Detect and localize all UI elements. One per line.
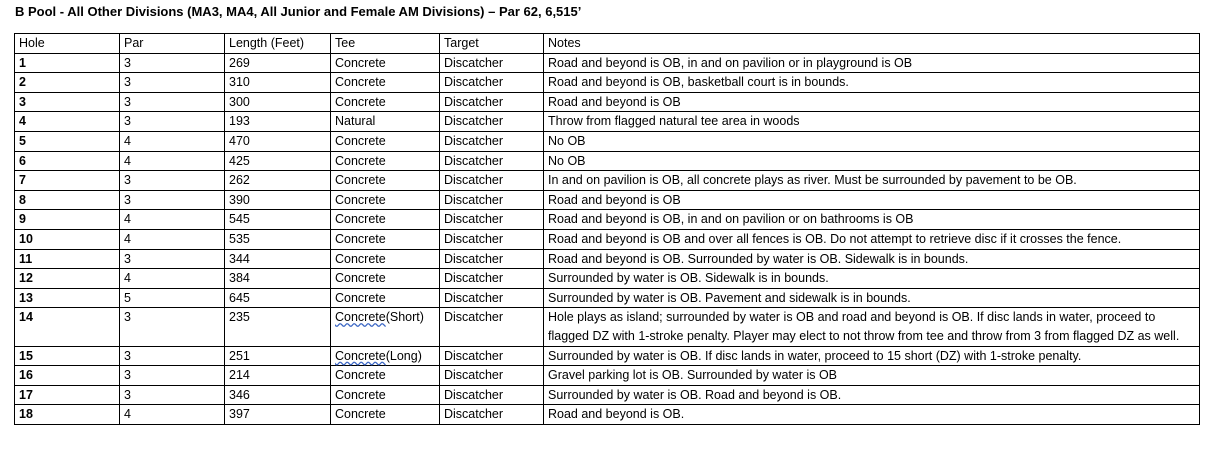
table-row bbox=[15, 92, 1200, 112]
cell-length: 344 bbox=[225, 249, 331, 269]
table-row bbox=[15, 366, 1200, 386]
table-row bbox=[15, 171, 1200, 191]
cell-par: 4 bbox=[120, 229, 225, 249]
cell-tee: Concrete bbox=[331, 249, 440, 269]
cell-length: 545 bbox=[225, 210, 331, 230]
cell-notes: Road and beyond is OB. bbox=[544, 405, 1200, 425]
cell-par: 3 bbox=[120, 92, 225, 112]
cell-par: 3 bbox=[120, 308, 225, 346]
cell-notes: Road and beyond is OB bbox=[544, 92, 1200, 112]
cell-target: Discatcher bbox=[440, 405, 544, 425]
cell-target: Discatcher bbox=[440, 346, 544, 366]
header-hole: Hole bbox=[15, 34, 120, 54]
cell-hole: 3 bbox=[15, 92, 120, 112]
cell-length: 262 bbox=[225, 171, 331, 191]
table-row bbox=[15, 112, 1200, 132]
cell-tee: Concrete bbox=[331, 210, 440, 230]
cell-target: Discatcher bbox=[440, 249, 544, 269]
table-row bbox=[15, 346, 1200, 366]
cell-par: 3 bbox=[120, 190, 225, 210]
cell-notes: Surrounded by water is OB. Road and beyond is OB. bbox=[544, 385, 1200, 405]
header-tee: Tee bbox=[331, 34, 440, 54]
cell-hole: 10 bbox=[15, 229, 120, 249]
cell-length: 193 bbox=[225, 112, 331, 132]
cell-notes: Surrounded by water is OB. If disc lands in water, proceed to 15 short (DZ) with 1-stroke penalty. bbox=[544, 346, 1200, 366]
cell-tee: Concrete bbox=[331, 405, 440, 425]
cell-target: Discatcher bbox=[440, 229, 544, 249]
cell-hole: 7 bbox=[15, 171, 120, 191]
cell-par: 3 bbox=[120, 346, 225, 366]
header-par: Par bbox=[120, 34, 225, 54]
cell-tee: Concrete bbox=[331, 73, 440, 93]
cell-notes: Surrounded by water is OB. Sidewalk is in bounds. bbox=[544, 269, 1200, 289]
cell-target: Discatcher bbox=[440, 92, 544, 112]
cell-par: 3 bbox=[120, 385, 225, 405]
table-row bbox=[15, 308, 1200, 346]
cell-length: 535 bbox=[225, 229, 331, 249]
cell-target: Discatcher bbox=[440, 73, 544, 93]
cell-target: Discatcher bbox=[440, 112, 544, 132]
cell-target: Discatcher bbox=[440, 53, 544, 73]
cell-target: Discatcher bbox=[440, 151, 544, 171]
cell-hole: 9 bbox=[15, 210, 120, 230]
cell-tee: Concrete bbox=[331, 269, 440, 289]
table-row bbox=[15, 53, 1200, 73]
cell-hole: 8 bbox=[15, 190, 120, 210]
cell-hole: 17 bbox=[15, 385, 120, 405]
cell-par: 4 bbox=[120, 210, 225, 230]
cell-length: 310 bbox=[225, 73, 331, 93]
table-row bbox=[15, 131, 1200, 151]
cell-target: Discatcher bbox=[440, 288, 544, 308]
page-title: B Pool - All Other Divisions (MA3, MA4, All Junior and Female AM Divisions) – Par 62, 6,515’ bbox=[15, 4, 582, 19]
table-row bbox=[15, 151, 1200, 171]
cell-tee: Concrete bbox=[331, 288, 440, 308]
cell-target: Discatcher bbox=[440, 210, 544, 230]
cell-length: 384 bbox=[225, 269, 331, 289]
cell-target: Discatcher bbox=[440, 385, 544, 405]
cell-hole: 14 bbox=[15, 308, 120, 346]
cell-length: 645 bbox=[225, 288, 331, 308]
cell-par: 3 bbox=[120, 171, 225, 191]
cell-tee: Concrete bbox=[331, 151, 440, 171]
cell-tee: Concrete bbox=[331, 366, 440, 386]
course-table bbox=[14, 33, 1200, 425]
cell-par: 4 bbox=[120, 405, 225, 425]
cell-tee: Natural bbox=[331, 112, 440, 132]
cell-tee: Concrete bbox=[331, 190, 440, 210]
cell-hole: 1 bbox=[15, 53, 120, 73]
cell-length: 235 bbox=[225, 308, 331, 346]
cell-hole: 18 bbox=[15, 405, 120, 425]
cell-target: Discatcher bbox=[440, 269, 544, 289]
cell-par: 3 bbox=[120, 53, 225, 73]
cell-length: 346 bbox=[225, 385, 331, 405]
header-length: Length (Feet) bbox=[225, 34, 331, 54]
cell-hole: 13 bbox=[15, 288, 120, 308]
cell-tee: Concrete bbox=[331, 53, 440, 73]
cell-length: 397 bbox=[225, 405, 331, 425]
cell-tee: Concrete bbox=[331, 131, 440, 151]
cell-hole: 2 bbox=[15, 73, 120, 93]
cell-notes: Road and beyond is OB, in and on pavilion or in playground is OB bbox=[544, 53, 1200, 73]
cell-hole: 12 bbox=[15, 269, 120, 289]
cell-notes: Throw from flagged natural tee area in woods bbox=[544, 112, 1200, 132]
cell-par: 4 bbox=[120, 269, 225, 289]
cell-length: 214 bbox=[225, 366, 331, 386]
cell-par: 3 bbox=[120, 366, 225, 386]
cell-par: 3 bbox=[120, 249, 225, 269]
cell-target: Discatcher bbox=[440, 171, 544, 191]
cell-notes: No OB bbox=[544, 151, 1200, 171]
table-row bbox=[15, 229, 1200, 249]
tee-variant-text: (Short) bbox=[385, 310, 424, 325]
table-row bbox=[15, 405, 1200, 425]
cell-hole: 16 bbox=[15, 366, 120, 386]
cell-notes: Surrounded by water is OB. Pavement and sidewalk is in bounds. bbox=[544, 288, 1200, 308]
cell-hole: 4 bbox=[15, 112, 120, 132]
cell-notes: No OB bbox=[544, 131, 1200, 151]
cell-par: 3 bbox=[120, 112, 225, 132]
cell-par: 4 bbox=[120, 151, 225, 171]
cell-par: 4 bbox=[120, 131, 225, 151]
cell-length: 425 bbox=[225, 151, 331, 171]
cell-target: Discatcher bbox=[440, 190, 544, 210]
header-notes: Notes bbox=[544, 34, 1200, 54]
table-row bbox=[15, 249, 1200, 269]
cell-tee: Concrete bbox=[331, 385, 440, 405]
cell-par: 5 bbox=[120, 288, 225, 308]
cell-length: 269 bbox=[225, 53, 331, 73]
tee-type-text: Concrete bbox=[335, 348, 386, 363]
table-row bbox=[15, 73, 1200, 93]
cell-par: 3 bbox=[120, 73, 225, 93]
cell-notes: Road and beyond is OB bbox=[544, 190, 1200, 210]
table-row bbox=[15, 210, 1200, 230]
cell-hole: 5 bbox=[15, 131, 120, 151]
cell-tee bbox=[331, 346, 440, 366]
cell-tee: Concrete bbox=[331, 171, 440, 191]
table-row bbox=[15, 269, 1200, 289]
tee-variant-text: (Long) bbox=[385, 348, 422, 363]
cell-target: Discatcher bbox=[440, 308, 544, 346]
cell-notes: In and on pavilion is OB, all concrete plays as river. Must be surrounded by pavement to be OB. bbox=[544, 171, 1200, 191]
cell-target: Discatcher bbox=[440, 366, 544, 386]
header-target: Target bbox=[440, 34, 544, 54]
table-row bbox=[15, 288, 1200, 308]
cell-length: 470 bbox=[225, 131, 331, 151]
table-row bbox=[15, 385, 1200, 405]
cell-notes: Road and beyond is OB, basketball court is in bounds. bbox=[544, 73, 1200, 93]
cell-notes: Road and beyond is OB. Surrounded by water is OB. Sidewalk is in bounds. bbox=[544, 249, 1200, 269]
cell-notes: Road and beyond is OB and over all fences is OB. Do not attempt to retrieve disc if it crosses the fence. bbox=[544, 229, 1200, 249]
cell-hole: 11 bbox=[15, 249, 120, 269]
cell-hole: 15 bbox=[15, 346, 120, 366]
cell-notes: Hole plays as island; surrounded by water is OB and road and beyond is OB. If disc lands in water, proceed to flagged DZ with 1-stroke penalty. Player may elect to not throw from tee and throw from 3 from flagged DZ as well. bbox=[544, 308, 1200, 346]
cell-tee bbox=[331, 308, 440, 346]
cell-notes: Road and beyond is OB, in and on pavilion or on bathrooms is OB bbox=[544, 210, 1200, 230]
cell-tee: Concrete bbox=[331, 229, 440, 249]
tee-type-text: Concrete bbox=[335, 310, 386, 325]
table-header-row bbox=[15, 34, 1200, 54]
cell-notes: Gravel parking lot is OB. Surrounded by water is OB bbox=[544, 366, 1200, 386]
cell-hole: 6 bbox=[15, 151, 120, 171]
cell-tee: Concrete bbox=[331, 92, 440, 112]
cell-length: 300 bbox=[225, 92, 331, 112]
cell-length: 390 bbox=[225, 190, 331, 210]
cell-target: Discatcher bbox=[440, 131, 544, 151]
cell-length: 251 bbox=[225, 346, 331, 366]
table-row bbox=[15, 190, 1200, 210]
